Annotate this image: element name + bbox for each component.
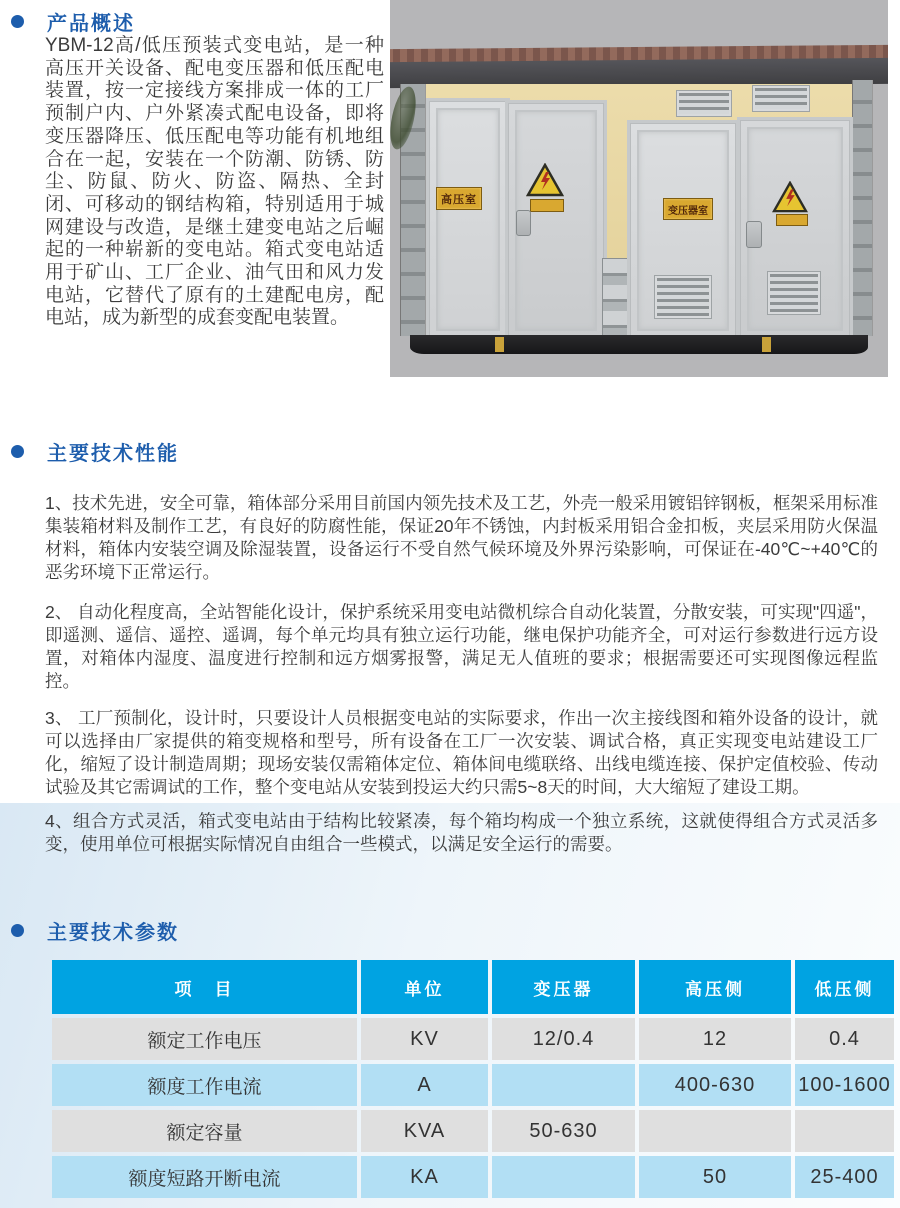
louver-vent-icon bbox=[753, 86, 809, 111]
table-cell: 50 bbox=[639, 1156, 791, 1198]
table-cell bbox=[795, 1110, 894, 1152]
warning-label-strip bbox=[776, 214, 808, 226]
parameters-table bbox=[52, 960, 894, 1198]
base-marker bbox=[495, 337, 504, 352]
performance-paragraph-2: 2、 自动化程度高，全站智能化设计，保护系统采用变电站微机综合自动化装置，分散安装，可实现"四遥"，即遥测、遥信、遥控、遥调，每个单元均具有独立运行功能，继电保护功能齐全，可对运行参数进行远方设置，对箱体内湿度、温度进行控制和远方烟雾报警，满足无人值班的要求；根据需要还可实现图像远程监控。 bbox=[45, 602, 878, 691]
overview-paragraph: YBM-12高/低压预装式变电站，是一种高压开关设备、配电变压器和低压配电装置，按一定接线方案排成一体的工厂预制户内、户外紧凑式配电设备，即将变压器降压、低压配电等功能有机地组合在一起，安装在一个防潮、防锈、防尘、防鼠、防火、防盗、隔热、全封闭、可移动的钢结构箱，特别适用于城网建设与改造，是继土建变电站之后崛起的一种崭新的变电站。箱式变电站适用于矿山、工厂企业、油气田和风力发电站，它替代了原有的土建配电房，配电站，成为新型的成套变配电装置。 bbox=[45, 35, 384, 329]
table-cell: 额定工作电压 bbox=[52, 1018, 357, 1060]
table-cell: 12/0.4 bbox=[492, 1018, 635, 1060]
door-panel bbox=[436, 108, 500, 331]
table-cell bbox=[639, 1110, 791, 1152]
table-cell: KA bbox=[361, 1156, 488, 1198]
table-header-hv-side: 高压侧 bbox=[639, 960, 791, 1014]
section-bullet-icon bbox=[11, 445, 24, 458]
table-cell: 12 bbox=[639, 1018, 791, 1060]
table-cell: KV bbox=[361, 1018, 488, 1060]
overview-title: 产品概述 bbox=[47, 13, 135, 35]
table-cell: 额度工作电流 bbox=[52, 1064, 357, 1106]
warning-triangle-icon bbox=[526, 163, 564, 197]
performance-paragraph-1: 1、技术先进，安全可靠，箱体部分采用目前国内领先技术及工艺，外壳一般采用镀铝锌钢板，框架采用标准集装箱材料及制作工艺，有良好的防腐性能，保证20年不锈蚀，内封板采用铝合金扣板，夹层采用防火保温材料，箱体内安装空调及除湿装置，设备运行不受自然气候环境及外界污染影响，可保证在-40℃~+40℃的恶劣环境下正常运行。 bbox=[45, 493, 878, 582]
table-cell: 400-630 bbox=[639, 1064, 791, 1106]
table-cell: 额度短路开断电流 bbox=[52, 1156, 357, 1198]
table-cell bbox=[492, 1156, 635, 1198]
base-marker bbox=[762, 337, 771, 352]
high-voltage-room-sign: 高压室 bbox=[436, 187, 482, 210]
performance-section bbox=[0, 437, 900, 799]
warning-label-strip bbox=[530, 199, 564, 212]
performance-paragraph-3: 3、 工厂预制化，设计时，只要设计人员根据变电站的实际要求，作出一次主接线图和箱外设备的设计，就可以选择由厂家提供的箱变规格和型号，所有设备在工厂一次安装、调试合格，真正实现变电站建设工厂化，缩短了设计制造周期；现场安装仅需箱体定位、箱体间电缆联络、出线电缆连接、保护定值校验、传动试验及其它需调试的工作，整个变电站从安装到投运大约只需5~8天的时间，大大缩短了建设工期。 bbox=[45, 708, 878, 797]
table-cell: A bbox=[361, 1064, 488, 1106]
overview-section-header bbox=[0, 7, 135, 36]
cable-junction-column bbox=[602, 258, 628, 338]
stone-pillar-right bbox=[852, 80, 873, 336]
table-cell bbox=[492, 1064, 635, 1106]
louver-vent-icon bbox=[655, 276, 711, 318]
door-handle bbox=[746, 221, 762, 248]
section-bullet-icon bbox=[11, 15, 24, 28]
table-header-transformer: 变压器 bbox=[492, 960, 635, 1014]
table-cell: 额定容量 bbox=[52, 1110, 357, 1152]
table-header-lv-side: 低压侧 bbox=[795, 960, 894, 1014]
door-handle bbox=[516, 210, 531, 236]
section-bullet-icon bbox=[11, 924, 24, 937]
performance-paragraph-4: 4、组合方式灵活，箱式变电站由于结构比较紧凑，每个箱均构成一个独立系统，这就使得组合方式灵活多变，使用单位可根据实际情况自由组合一些模式，以满足安全运行的需要。 bbox=[45, 811, 878, 854]
table-cell: 0.4 bbox=[795, 1018, 894, 1060]
table-cell: 100-1600 bbox=[795, 1064, 894, 1106]
table-header-item: 项 目 bbox=[52, 960, 357, 1014]
table-header-unit: 单位 bbox=[361, 960, 488, 1014]
performance-title: 主要技术性能 bbox=[47, 443, 179, 465]
parameters-title: 主要技术参数 bbox=[47, 922, 179, 944]
louver-vent-icon bbox=[768, 272, 820, 314]
substation-photo bbox=[390, 0, 888, 377]
warning-triangle-icon bbox=[772, 181, 808, 213]
table-cell: 50-630 bbox=[492, 1110, 635, 1152]
roof bbox=[390, 45, 888, 88]
door-high-voltage bbox=[426, 98, 510, 341]
performance-section-header bbox=[0, 437, 900, 466]
transformer-room-sign: 变压器室 bbox=[663, 198, 713, 220]
foundation-base bbox=[410, 335, 868, 354]
louver-vent-icon bbox=[677, 91, 731, 116]
table-cell: 25-400 bbox=[795, 1156, 894, 1198]
table-cell: KVA bbox=[361, 1110, 488, 1152]
parameters-section-header bbox=[0, 916, 179, 945]
